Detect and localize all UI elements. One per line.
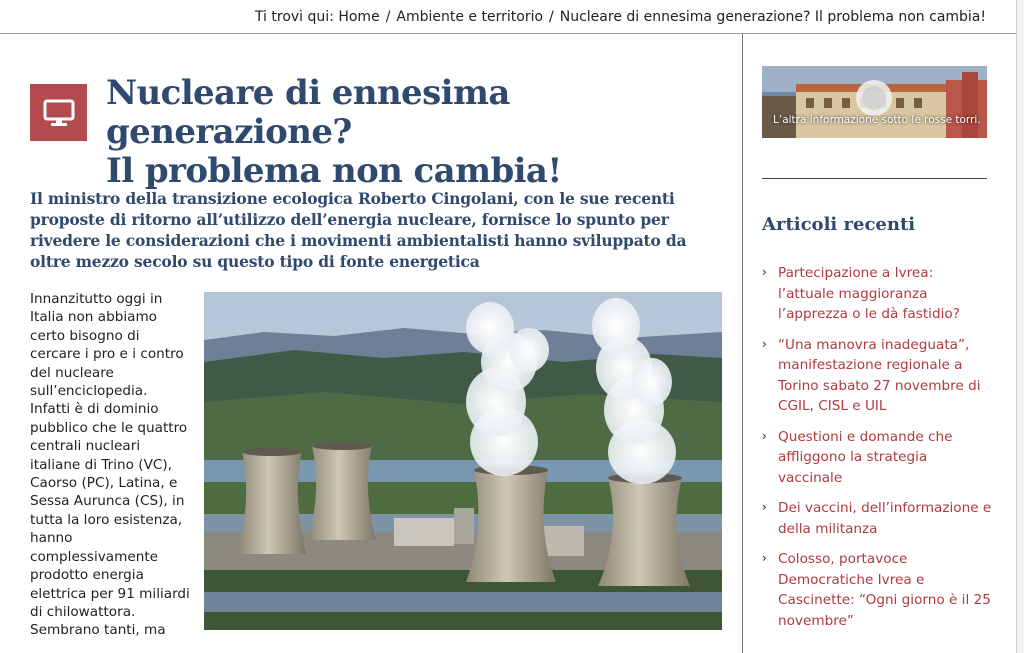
list-item — [762, 498, 992, 539]
article-lead: Il ministro della transizione ecologica Roberto Cingolani, con le sue recenti proposte di ritorno all’utilizzo dell’energia nucleare, fornisce lo spunto per rivedere le considerazioni che i movimenti ambientalisti hanno sviluppato da oltre mezzo secolo su questo tipo di fonte energetica — [30, 189, 687, 271]
chevron-right-icon: › — [762, 551, 767, 565]
recent-post-link[interactable]: Colosso, portavoce Democratiche Ivrea e Cascinette: “Ogni giorno è il 25 novembre” — [778, 551, 991, 629]
list-item — [762, 335, 992, 417]
breadcrumb-category-link[interactable]: Ambiente e territorio — [396, 8, 544, 25]
column-divider — [742, 34, 743, 653]
window-edge — [1016, 0, 1024, 653]
recent-posts-heading: Articoli recenti — [762, 214, 916, 235]
chevron-right-icon: › — [762, 428, 767, 443]
breadcrumb-current: Nucleare di ennesima generazione? Il problema non cambia! — [559, 8, 986, 25]
article-title — [106, 74, 726, 191]
recent-post-link[interactable]: Questioni e domande che affliggono la strategia vaccinale — [778, 428, 953, 486]
monitor-icon — [43, 99, 75, 127]
chevron-right-icon: › — [762, 336, 767, 351]
breadcrumb — [0, 0, 1016, 34]
recent-post-link[interactable]: “Una manovra inadeguata”, manifestazione regionale a Torino sabato 27 novembre di CGIL, CISL e UIL — [778, 336, 981, 414]
sidebar-photo-caption: L’altra informazione sotto le rosse torri. — [773, 114, 981, 126]
list-item — [762, 263, 992, 325]
breadcrumb-prefix: Ti trovi qui: — [254, 8, 334, 25]
list-item — [762, 549, 992, 631]
list-item — [762, 427, 992, 489]
sidebar-separator — [762, 178, 987, 179]
article-title-line1: Nucleare di ennesima generazione? — [106, 73, 510, 152]
breadcrumb-separator: / — [385, 8, 391, 25]
chevron-right-icon: › — [762, 500, 767, 514]
article-photo — [204, 292, 722, 630]
sidebar-header-photo[interactable] — [762, 66, 987, 138]
post-format-badge — [30, 84, 87, 141]
chevron-right-icon: › — [762, 265, 767, 279]
recent-posts-list — [762, 263, 992, 641]
breadcrumb-separator: / — [549, 8, 554, 25]
article-title-line2: Il problema non cambia! — [106, 151, 562, 191]
breadcrumb-home-link[interactable]: Home — [338, 8, 380, 25]
recent-post-link[interactable]: Partecipazione a Ivrea: l’attuale maggioranza l’apprezza o le dà fastidio? — [778, 265, 960, 322]
article-body: Innanzitutto oggi in Italia non abbiamo certo bisogno di cercare i pro e i contro del nucleare sull’enciclopedia. Infatti è di dominio pubblico che le quattro centrali nucleari italiane di Trino (VC), Caorso (PC), Latina, e Sessa Aurunca (CS), in tutta la loro esistenza, hanno complessivamente prodotto energia elettrica per 91 miliardi di chilowattora. Sembrano tanti, ma — [30, 291, 190, 639]
recent-post-link[interactable]: Dei vaccini, dell’informazione e della militanza — [778, 500, 992, 537]
